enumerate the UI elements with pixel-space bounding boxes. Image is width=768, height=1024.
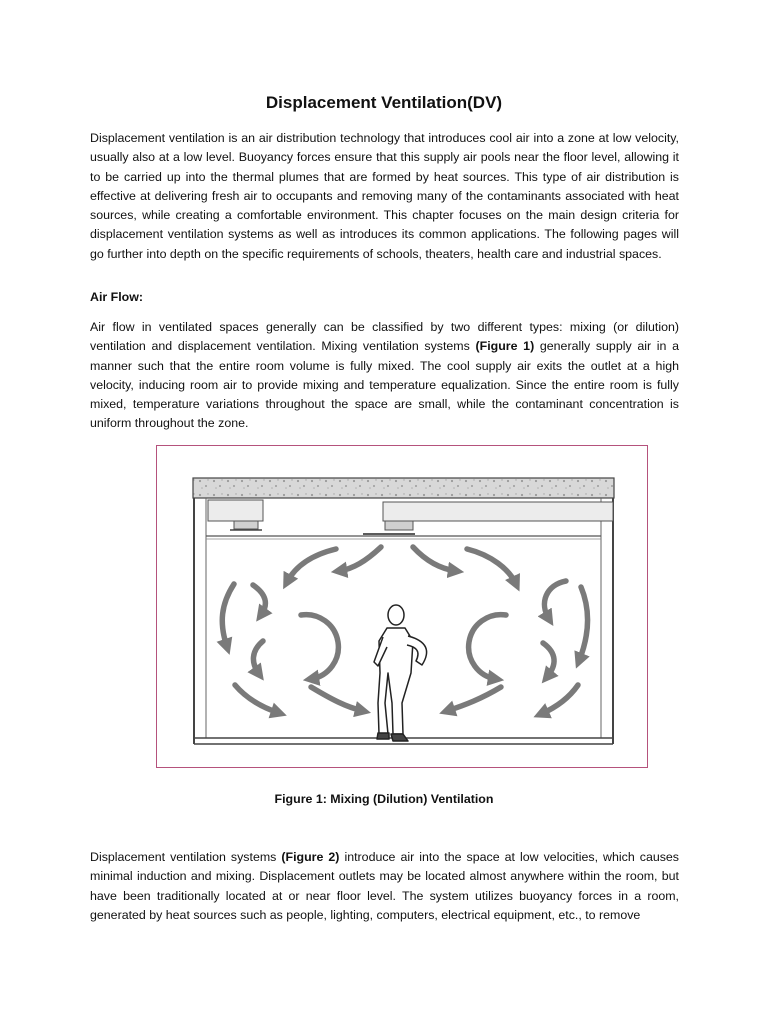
airflow-arrow: [579, 587, 588, 661]
airflow-text-part2: generally supply air in a manner such that the entire room volume is fully mixed. The cool supply air exits the outlet at a high velocity, inducing room air to provide mixing and temperature equalization. Since the entire room is fully mixed, temperature variations throughout the space are small, while the contaminant concentration is uniform throughout the zone.: [90, 339, 680, 431]
airflow-arrow: [413, 547, 456, 571]
airflow-heading: Air Flow:: [90, 290, 143, 304]
airflow-arrow: [222, 584, 234, 647]
airflow-paragraph: [90, 318, 679, 434]
person-figure: [374, 605, 427, 741]
airflow-text-part1: Air flow in ventilated spaces generally can be classified by two different types: mixing (or dilution) ventilation and displacement ventilation. Mixing ventilation systems: [90, 320, 679, 354]
displacement-text-part1: Displacement ventilation systems: [90, 850, 282, 864]
airflow-arrow: [339, 547, 381, 571]
airflow-arrow: [235, 685, 279, 713]
document-title: Displacement Ventilation(DV): [265, 93, 503, 112]
figure-2-reference: (Figure 2): [281, 850, 340, 864]
return-duct: [208, 500, 263, 521]
airflow-arrow: [287, 549, 336, 582]
circulation-arrow-right: [469, 615, 506, 679]
airflow-arrow: [544, 581, 566, 619]
figure-1-frame: [156, 445, 648, 768]
supply-ducts: [208, 500, 613, 534]
displacement-paragraph: [90, 848, 679, 925]
airflow-arrow: [467, 549, 516, 584]
airflow-arrow: [253, 641, 263, 674]
airflow-arrow: [253, 585, 265, 615]
figure-1-reference: (Figure 1): [475, 339, 535, 354]
ceiling-slab: [193, 478, 614, 498]
airflow-arrow: [311, 687, 363, 711]
airflow-arrow: [541, 685, 578, 714]
airflow-arrow: [543, 643, 554, 677]
displacement-text-part2: introduce air into the space at low velocities, which causes minimal induction and mixing. Displacement outlets may be located almost anywhere within the room, but have been traditionally located at or near floor level. The system utilizes buoyancy forces in a room, generated by heat sources such as people, lighting, computers, electrical equipment, etc., to remove: [90, 850, 680, 922]
mixing-ventilation-illustration: [157, 446, 647, 767]
airflow-arrow: [447, 687, 501, 711]
circulation-arrow-left: [301, 615, 338, 679]
figure-1-caption: Figure 1: Mixing (Dilution) Ventilation: [274, 792, 494, 806]
supply-duct: [383, 502, 613, 521]
intro-paragraph: Displacement ventilation is an air distribution technology that introduces cool air into a zone at low velocity, usually also at a low level. Buoyancy forces ensure that this supply air pools near the floor level, allowing it to be carried up into the thermal plumes that are formed by heat sources. This type of air distribution is effective at delivering fresh air to occupants and removing many of the contaminants associated with heat sources, while creating a comfortable environment. This chapter focuses on the main design criteria for displacement ventilation systems as well as introduces its common applications. The following pages will go further into depth on the specific requirements of schools, theaters, health care and industrial spaces.: [90, 131, 679, 261]
